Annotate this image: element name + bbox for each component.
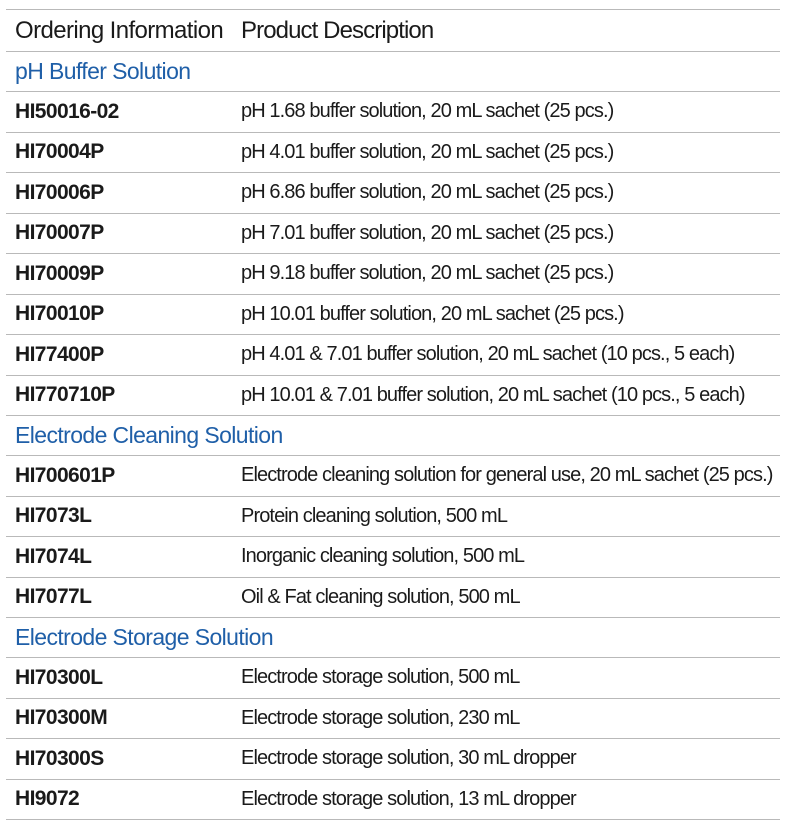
product-description: pH 7.01 buffer solution, 20 mL sachet (25 pcs.) — [241, 221, 614, 244]
product-code: HI7074L — [15, 544, 92, 568]
table-row — [6, 335, 780, 376]
section-label: Electrode Storage Solution — [15, 624, 274, 650]
product-description: Electrode storage solution, 230 mL — [241, 706, 520, 729]
product-code: HI70009P — [15, 261, 104, 285]
product-code: HI7073L — [15, 504, 92, 528]
product-code: HI70300M — [15, 706, 108, 730]
table-row — [6, 295, 780, 336]
table-row — [6, 658, 780, 699]
section-label: pH Buffer Solution — [15, 58, 191, 84]
table-row — [6, 780, 780, 821]
product-description: pH 10.01 buffer solution, 20 mL sachet (25 pcs.) — [241, 302, 624, 325]
product-code: HI70006P — [15, 180, 104, 204]
table-row — [6, 699, 780, 740]
table-row — [6, 497, 780, 538]
product-code: HI70010P — [15, 302, 104, 326]
product-description: pH 4.01 & 7.01 buffer solution, 20 mL sachet (10 pcs., 5 each) — [241, 343, 735, 366]
product-description: Electrode cleaning solution for general use, 20 mL sachet (25 pcs.) — [241, 464, 773, 487]
product-description: pH 10.01 & 7.01 buffer solution, 20 mL sachet (10 pcs., 5 each) — [241, 383, 745, 406]
product-code: HI70007P — [15, 221, 104, 245]
product-code: HI50016-02 — [15, 99, 119, 123]
product-description: Oil & Fat cleaning solution, 500 mL — [241, 585, 520, 608]
product-code: HI770710P — [15, 383, 115, 407]
table-row — [6, 537, 780, 578]
product-description: Electrode storage solution, 30 mL dropper — [241, 747, 576, 770]
header-product-description: Product Description — [241, 16, 434, 44]
product-description: Protein cleaning solution, 500 mL — [241, 504, 508, 527]
table-row — [6, 578, 780, 619]
product-code: HI7077L — [15, 585, 92, 609]
section-title-electrode-storage — [6, 618, 780, 658]
section-label: Electrode Cleaning Solution — [15, 422, 283, 448]
table-row — [6, 254, 780, 295]
product-description: Electrode storage solution, 13 mL dropper — [241, 787, 576, 810]
table-row — [6, 376, 780, 417]
section-title-ph-buffer — [6, 52, 780, 92]
header-ordering-information: Ordering Information — [15, 16, 224, 44]
product-code: HI70004P — [15, 140, 104, 164]
table-row — [6, 739, 780, 780]
product-description: Electrode storage solution, 500 mL — [241, 666, 520, 689]
product-description: pH 6.86 buffer solution, 20 mL sachet (25 pcs.) — [241, 181, 614, 204]
product-code: HI700601P — [15, 463, 115, 487]
table-row — [6, 92, 780, 133]
product-code: HI70300S — [15, 746, 104, 770]
ordering-table — [6, 9, 780, 820]
table-row — [6, 173, 780, 214]
product-description: pH 1.68 buffer solution, 20 mL sachet (25 pcs.) — [241, 100, 614, 123]
product-description: Inorganic cleaning solution, 500 mL — [241, 545, 525, 568]
product-code: HI77400P — [15, 342, 104, 366]
section-title-electrode-cleaning — [6, 416, 780, 456]
product-code: HI70300L — [15, 665, 103, 689]
table-row — [6, 133, 780, 174]
product-code: HI9072 — [15, 787, 80, 811]
table-header — [6, 10, 780, 52]
table-row — [6, 456, 780, 497]
product-description: pH 4.01 buffer solution, 20 mL sachet (25 pcs.) — [241, 140, 614, 163]
table-row — [6, 214, 780, 255]
product-description: pH 9.18 buffer solution, 20 mL sachet (25 pcs.) — [241, 262, 614, 285]
